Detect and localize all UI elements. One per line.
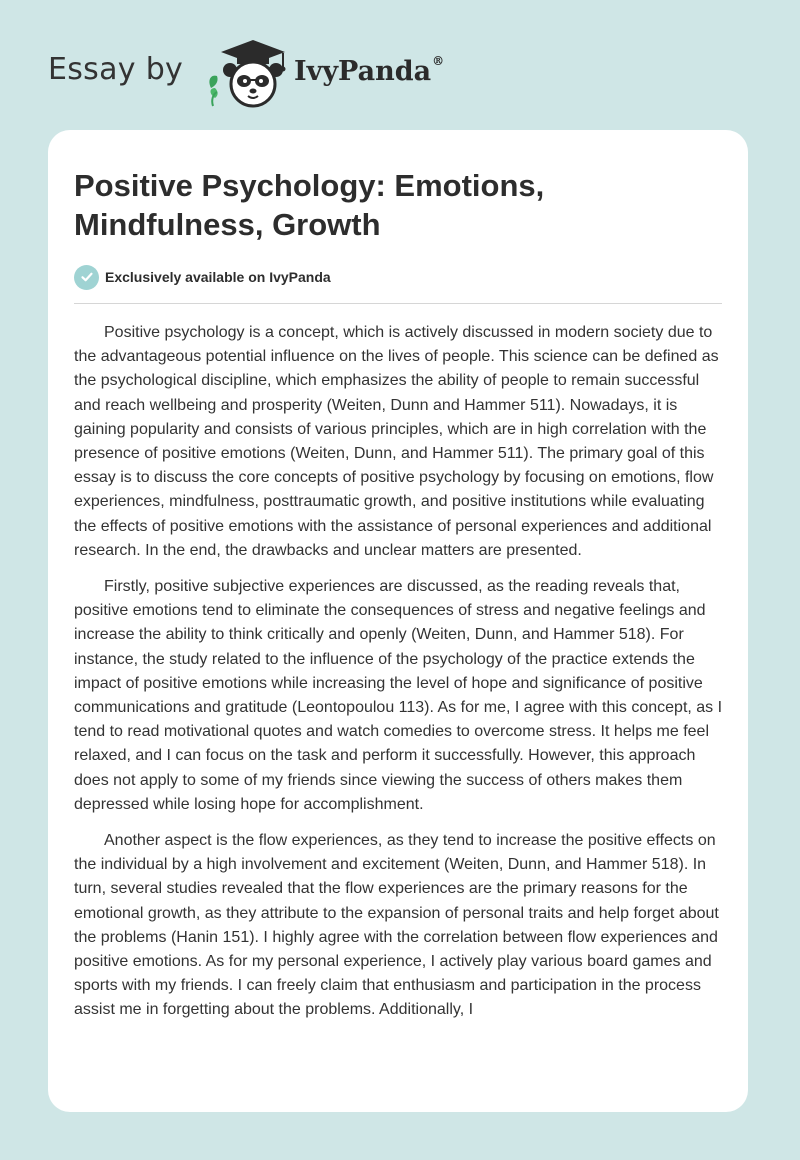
check-circle-icon xyxy=(74,265,99,290)
exclusive-badge xyxy=(74,264,331,290)
essay-card xyxy=(48,130,748,1112)
essay-body xyxy=(74,321,726,1035)
paragraph: Positive psychology is a concept, which is actively discussed in modern society due to the advantageous potential influence on the lives of people. This science can be defined as the psychological discipline, which emphasizes the ability of people to remain successful and reach wellbeing and prosperity (Weiten, Dunn and Hammer 511). Nowadays, it is gaining popularity and consists of various principles, which are in high correlation with the presence of positive emotions (Weiten, Dunn, and Hammer 511). The primary goal of this essay is to discuss the core concepts of positive psychology by focusing on emotions, flow experiences, mindfulness, posttraumatic growth, and positive institutions while evaluating the effects of positive emotions with the assistance of personal experiences and additional research. In the end, the drawbacks and unclear matters are presented. xyxy=(74,324,719,559)
essay-title: Positive Psychology: Emotions, Mindfulness, Growth xyxy=(74,168,545,242)
paragraph: Firstly, positive subjective experiences are discussed, as the reading reveals that, positive emotions tend to eliminate the consequences of stress and negative feelings and increase the ability to think critically and openly (Weiten, Dunn, and Hammer 518). For instance, the study related to the influence of the psychology of the practice extends the impact of positive emotions while increasing the level of hope and significance of positive communications and gratitude (Leontopoulou 113). As for me, I agree with this concept, as I tend to read motivational quotes and watch comedies to overcome stress. It helps me feel relaxed, and I can focus on the task and perform it successfully. However, this approach does not apply to some of my friends since viewing the success of others makes them depressed while losing hope for accomplishment. xyxy=(74,578,723,813)
panda-logo-icon[interactable] xyxy=(203,36,293,108)
paragraph: Another aspect is the flow experiences, as they tend to increase the positive effects on the individual by a high involvement and excitement (Weiten, Dunn, and Hammer 518). In turn, several studies revealed that the flow experiences are the primary reasons for the emotional growth, as they attribute to the expansion of personal traits and help forget about the problems (Hanin 151). I highly agree with the correlation between flow experiences and positive emotions. As for my personal experience, I actively play various board games and sports with my friends. I can freely claim that enthusiasm and participation in the process assist me in forgetting about the problems. Additionally, I xyxy=(74,832,719,1019)
registered-mark: ® xyxy=(432,54,445,68)
essay-by-label: Essay by xyxy=(48,52,184,87)
exclusive-badge-text: Exclusively available on IvyPanda xyxy=(105,269,331,285)
brand-name[interactable] xyxy=(294,56,444,87)
brand-text: IvyPanda xyxy=(294,56,432,87)
site-header xyxy=(48,30,648,110)
title-divider xyxy=(74,303,722,304)
